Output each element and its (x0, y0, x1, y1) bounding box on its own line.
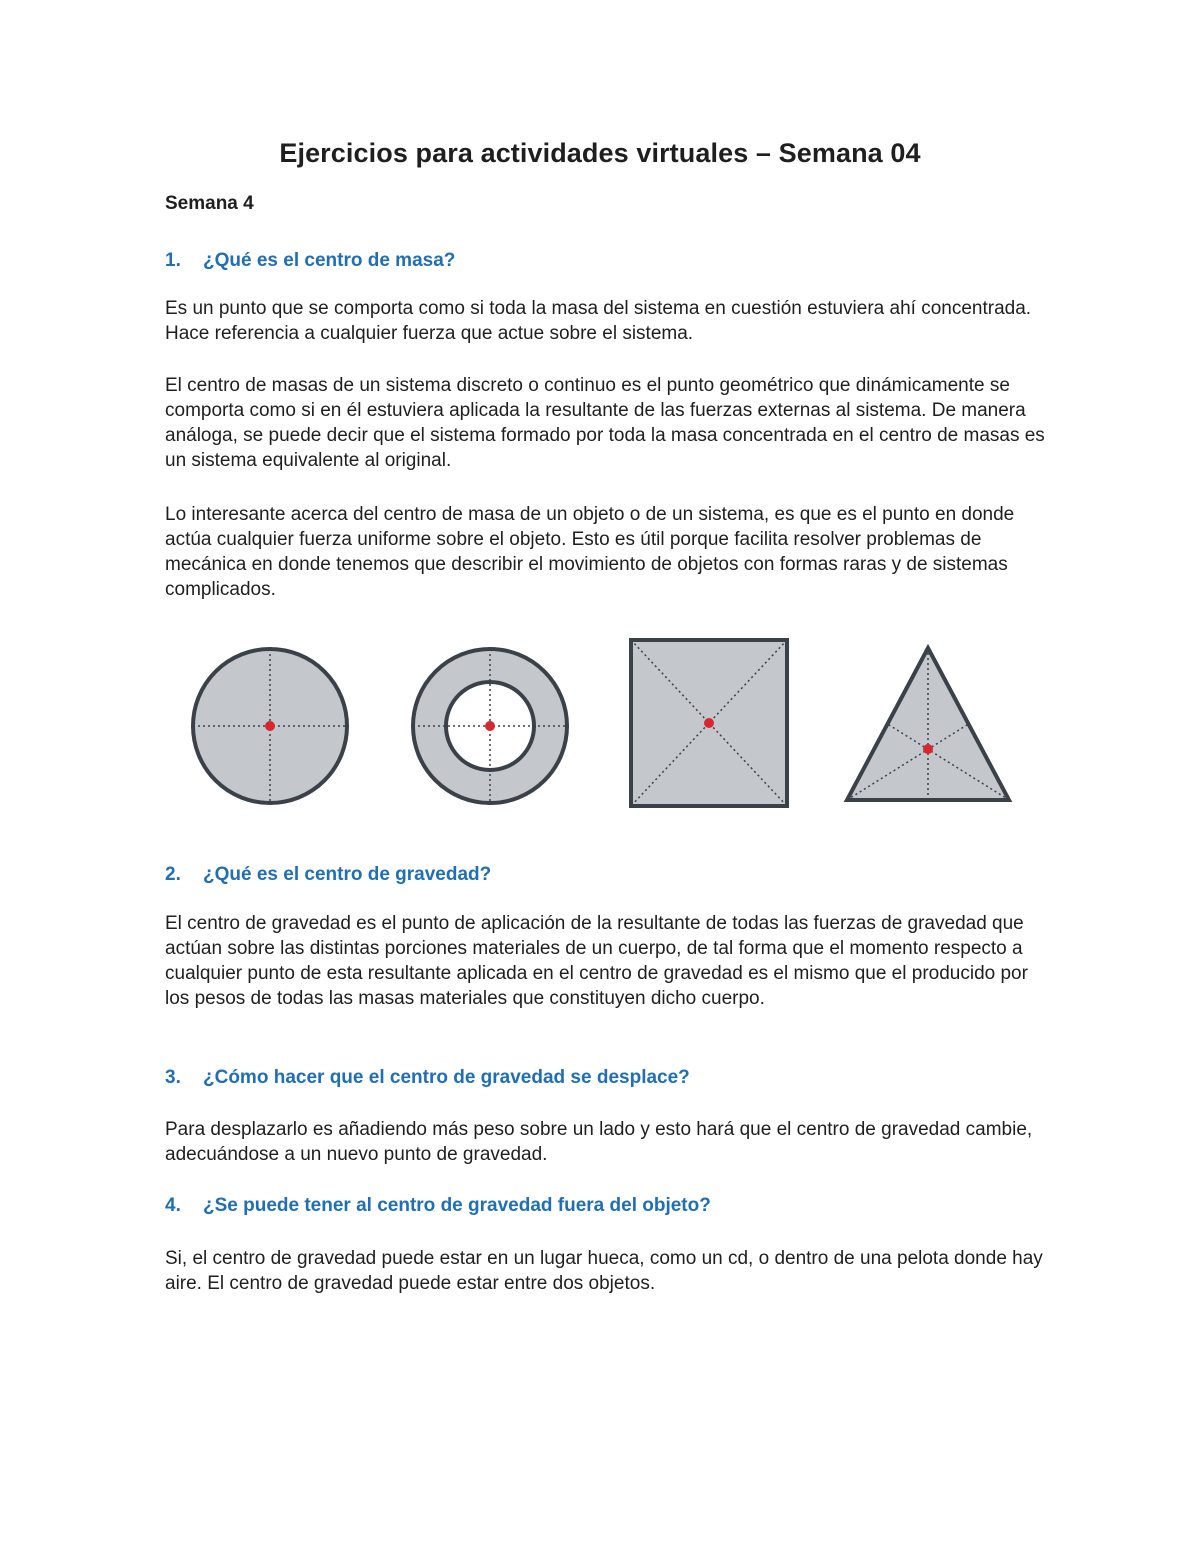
question-number: 4. (165, 1195, 181, 1216)
question-4 (165, 1195, 711, 1217)
question-1 (165, 250, 455, 272)
triangle-shape (847, 648, 1009, 800)
answer-paragraph: Es un punto que se comporta como si toda la masa del sistema en cuestión estuviera ahí concentrada. Hace referencia a cualquier fuerza que actue sobre el sistema. (165, 298, 1032, 344)
document-title: Ejercicios para actividades virtuales – Semana 04 (279, 138, 921, 168)
square-shape (631, 640, 787, 806)
question-text: ¿Cómo hacer que el centro de gravedad se desplace? (203, 1067, 690, 1088)
solid-circle-shape (193, 649, 347, 803)
question-3 (165, 1067, 690, 1089)
question-text: ¿Qué es el centro de masa? (203, 250, 456, 271)
question-2 (165, 864, 491, 886)
center-point (265, 721, 275, 731)
answer-paragraph: El centro de masas de un sistema discreto o continuo es el punto geométrico que dinámicamente se comporta como si en él estuviera aplicada la resultante de las fuerzas externas al sistema. De manera análoga, se puede decir que el sistema formado por toda la masa concentrada en el centro de masas es un sistema equivalente al original. (165, 375, 1045, 471)
ring-shape (413, 649, 567, 803)
center-of-mass-figure (185, 630, 1025, 810)
question-number: 3. (165, 1067, 181, 1088)
answer-paragraph: Si, el centro de gravedad puede estar en un lugar hueca, como un cd, o dentro de una pelota donde hay aire. El centro de gravedad puede estar entre dos objetos. (165, 1248, 1043, 1294)
center-point (704, 718, 714, 728)
center-point (485, 721, 495, 731)
question-text: ¿Qué es el centro de gravedad? (203, 864, 492, 885)
question-number: 2. (165, 864, 181, 885)
question-number: 1. (165, 250, 181, 271)
answer-paragraph: El centro de gravedad es el punto de aplicación de la resultante de todas las fuerzas de gravedad que actúan sobre las distintas porciones materiales de un cuerpo, de tal forma que el momento respecto a cualquier punto de esta resultante aplicada en el centro de gravedad es el mismo que el producido por los pesos de todas las masas materiales que constituyen dicho cuerpo. (165, 913, 1028, 1009)
answer-paragraph: Para desplazarlo es añadiendo más peso sobre un lado y esto hará que el centro de gravedad cambie, adecuándose a un nuevo punto de gravedad. (165, 1119, 1033, 1165)
shapes-illustration (185, 630, 1025, 810)
question-text: ¿Se puede tener al centro de gravedad fuera del objeto? (203, 1195, 711, 1216)
answer-paragraph: Lo interesante acerca del centro de masa de un objeto o de un sistema, es que es el punto en donde actúa cualquier fuerza uniforme sobre el objeto. Esto es útil porque facilita resolver problemas de mecánica en donde tenemos que describir el movimiento de objetos con formas raras y de sistemas complicados. (165, 504, 1015, 600)
center-point (923, 744, 933, 754)
document-subtitle: Semana 4 (165, 193, 254, 214)
